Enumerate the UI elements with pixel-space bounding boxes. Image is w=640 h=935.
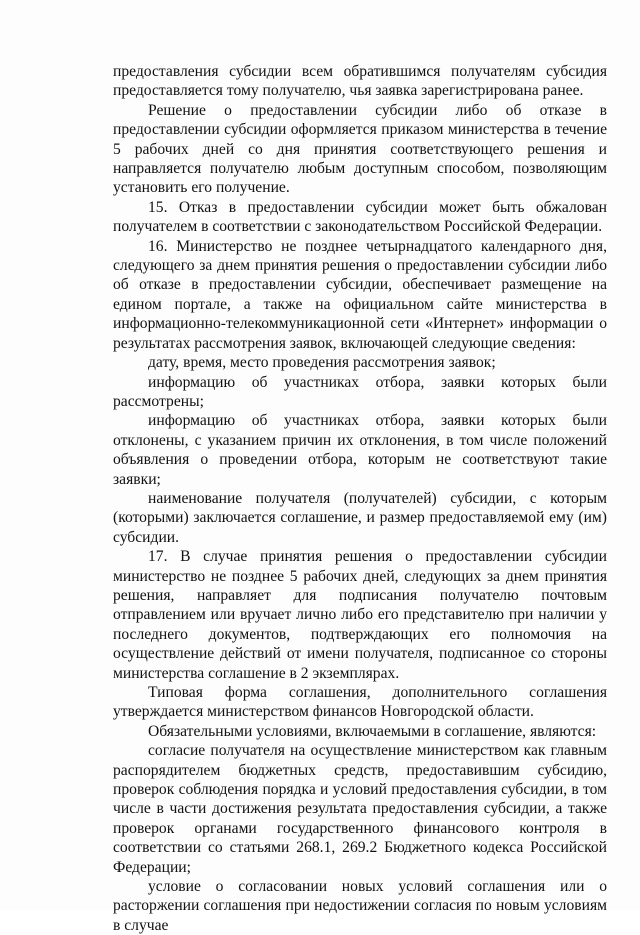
paragraph-standard-form: Типовая форма соглашения, дополнительного соглашения утверждается министерством финансов Новгородской области. (113, 684, 607, 721)
paragraph-mandatory-conditions: Обязательными условиями, включаемыми в соглашение, являются: (148, 722, 597, 740)
list-item-recipient-name: наименование получателя (получателей) субсидии, с которым (которыми) заключается соглашение, и размер предоставляемой ему (им) субсидии. (113, 489, 607, 546)
list-item-consent: согласие получателя на осуществление министерством как главным распорядителем бюджетных средств, предоставившим субсидию, проверок соблюдения порядка и условий предоставления субсидии, в том числе в части достижения результата предоставления субсидии, а также проверок органами государственного финансового контроля в соответствии со статьями 268.1, 269.2 Бюджетного кодекса Российской Федерации; (113, 742, 607, 876)
list-item-date-time-place: дату, время, место проведения рассмотрения заявок; (148, 354, 496, 372)
list-item-reviewed-participants: информацию об участниках отбора, заявки которых были рассмотрены; (113, 373, 607, 410)
paragraph-item-15: 15. Отказ в предоставлении субсидии может быть обжалован получателем в соответствии с законодательством Российской Федерации. (113, 198, 607, 236)
list-item-new-conditions: условие о согласовании новых условий соглашения или о расторжении соглашения при недостижении согласия по новым условиям в случае (113, 878, 607, 934)
document-body (113, 62, 607, 935)
list-item-rejected-participants: информацию об участниках отбора, заявки которых были отклонены, с указанием причин их отклонения, в том числе положений объявления о проведении отбора, которым не соответствуют такие заявки; (113, 412, 607, 488)
paragraph-item-17: 17. В случае принятия решения о предоставлении субсидии министерство не позднее 5 рабочих дней, следующих за днем принятия решения, направляет для подписания получателю почтовым отправлением или вручает лично либо его представителю при наличии у последнего документов, подтверждающих его полномочия на осуществление действий от имени получателя, подписанное со стороны министерства соглашение в 2 экземплярах. (113, 548, 607, 682)
paragraph-decision: Решение о предоставлении субсидии либо об отказе в предоставлении субсидии оформляется приказом министерства в течение 5 рабочих дней со дня принятия соответствующего решения и направляется получателю любым доступным способом, позволяющим установить его получение. (113, 101, 607, 197)
paragraph-continuation: предоставления субсидии всем обратившимся получателям субсидия предоставляется тому получателю, чья заявка зарегистрирована ранее. (113, 63, 607, 100)
paragraph-item-16: 16. Министерство не позднее четырнадцатого календарного дня, следующего за днем принятия решения о предоставлении субсидии либо об отказе в предоставлении субсидии, обеспечивает размещение на едином портале, а также на официальном сайте министерства в информационно-телекоммуникационной сети «Интернет» информации о результатах рассмотрения заявок, включающей следующие сведения: (113, 237, 607, 352)
